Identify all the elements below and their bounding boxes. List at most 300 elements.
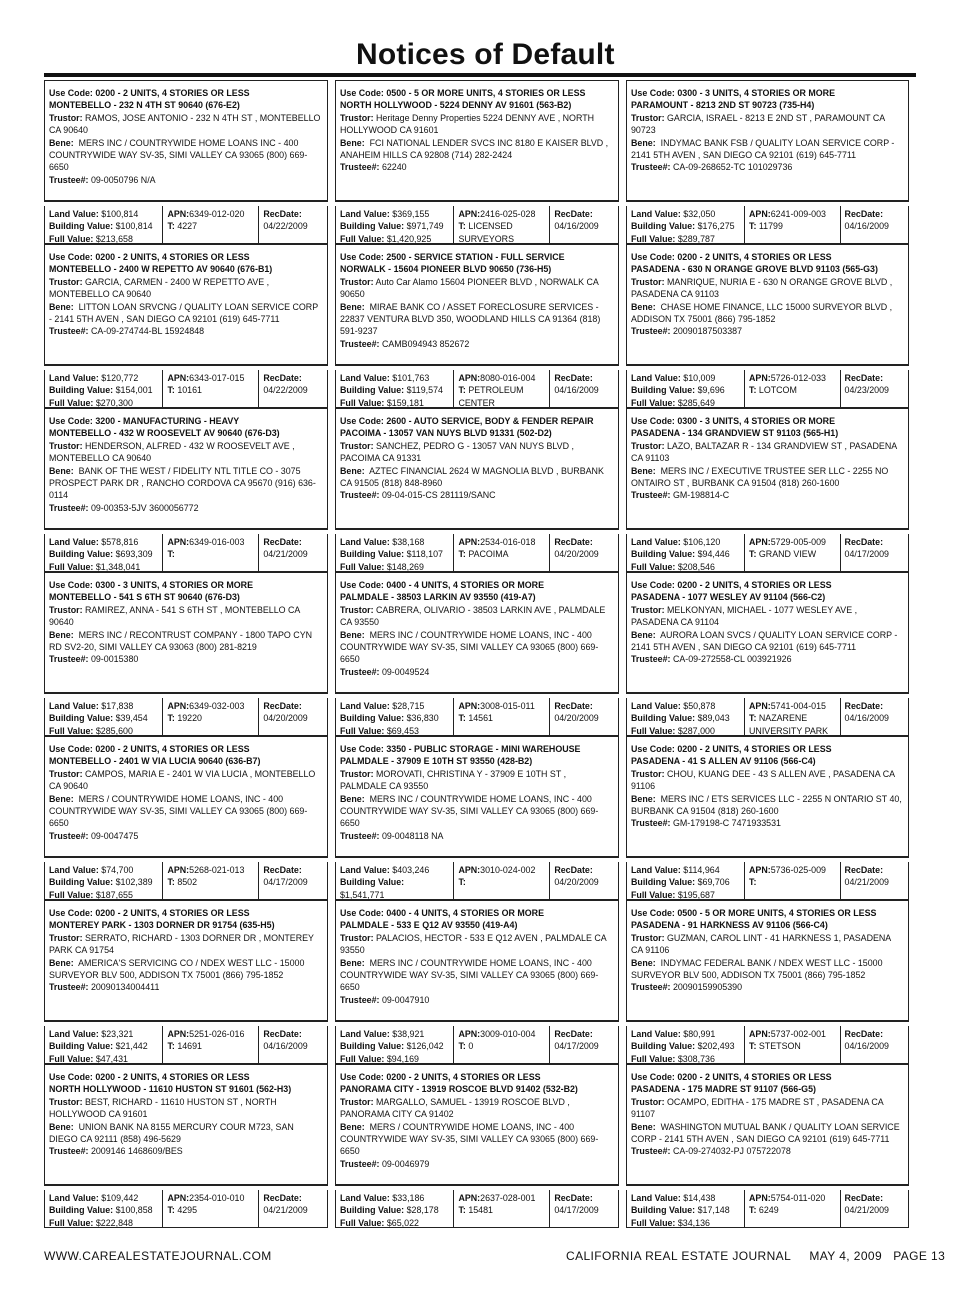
trustor-value: Auto Car Alamo 15604 PIONEER BLVD , NORWALK CA 90650 bbox=[340, 276, 599, 300]
recdate-label: RecDate: bbox=[844, 1193, 884, 1203]
full-value-label: Full Value: bbox=[631, 397, 676, 407]
bene-line bbox=[340, 1121, 614, 1158]
tract-line bbox=[749, 220, 836, 232]
bene-value: MERS INC / COUNTRYWIDE HOME LOANS INC - 400 COUNTRYWIDE WAY SV-35, SIMI VALLEY CA 93065 (800) 669-6650 bbox=[49, 137, 308, 173]
building-value-line bbox=[631, 876, 740, 888]
trustor-label: Trustor: bbox=[340, 604, 374, 615]
apn-label: APN: bbox=[749, 865, 771, 875]
apn-value: 6349-012-020 bbox=[189, 209, 245, 219]
property-heading: MONTEBELLO - 2401 W VIA LUCIA 90640 (636-B7) bbox=[49, 756, 261, 767]
trustee-label: Trustee#: bbox=[340, 830, 380, 841]
apn-col bbox=[745, 1190, 841, 1227]
full-value-line bbox=[49, 233, 158, 243]
trustee-value: 09-0047475 bbox=[90, 830, 139, 841]
apn-label: APN: bbox=[167, 1193, 190, 1203]
notice-text-box bbox=[626, 572, 909, 694]
full-value: $195,687 bbox=[677, 889, 715, 899]
land-value-label: Land Value: bbox=[631, 701, 681, 711]
use-code: Use Code: 0200 - 2 UNITS, 4 STORIES OR LESS bbox=[49, 88, 250, 98]
recdate-label: RecDate: bbox=[844, 865, 884, 875]
use-code: Use Code: 0400 - 4 UNITS, 4 STORIES OR MORE bbox=[340, 908, 545, 918]
building-value-label: Building Value: bbox=[631, 1041, 696, 1052]
full-value-line bbox=[631, 561, 740, 571]
recdate-col bbox=[259, 862, 327, 899]
full-value: $94,169 bbox=[386, 1053, 419, 1063]
bene-value: MERS INC / RECONTRUST COMPANY - 1800 TAPO CYN RD SV2-20, SIMI VALLEY CA 93063 (800) 281-8219 bbox=[49, 629, 313, 653]
apn-label: APN: bbox=[167, 537, 190, 547]
property-heading: NORWALK - 15604 PIONEER BLVD 90650 (736-H5) bbox=[340, 264, 552, 275]
trustee-line bbox=[631, 817, 904, 829]
bene-line bbox=[49, 957, 323, 982]
trustor-value: GARCIA, CARMEN - 2400 W REPETTO AVE , MONTEBELLO CA 90640 bbox=[49, 276, 270, 300]
recdate-col bbox=[259, 1026, 327, 1063]
apn-line bbox=[458, 536, 545, 548]
trustee-line bbox=[49, 653, 323, 665]
trustor-label: Trustor: bbox=[631, 440, 665, 451]
building-value-label: Building Value: bbox=[49, 1041, 114, 1052]
recdate-label: RecDate: bbox=[554, 701, 593, 711]
trustor-line bbox=[49, 276, 323, 301]
notice-text-box bbox=[626, 900, 909, 1022]
land-value-line bbox=[49, 372, 158, 384]
use-code: Use Code: 0300 - 3 UNITS, 4 STORIES OR MORE bbox=[631, 88, 836, 98]
trustor-value: MARGALLO, SAMUEL - 13919 ROSCOE BLVD , PANORAMA CITY CA 91402 bbox=[340, 1096, 570, 1120]
use-code: Use Code: 2500 - SERVICE STATION - FULL SERVICE bbox=[340, 252, 565, 262]
recdate-value: 04/23/2009 bbox=[844, 385, 889, 396]
tract-label: T: bbox=[167, 1205, 175, 1216]
recdate-col bbox=[259, 1190, 327, 1227]
recdate-value: 04/16/2009 bbox=[554, 221, 599, 232]
apn-col bbox=[454, 862, 550, 899]
land-value-line bbox=[631, 1028, 740, 1040]
land-value: $106,120 bbox=[683, 537, 721, 547]
notice-entry bbox=[335, 408, 626, 572]
full-value-label: Full Value: bbox=[631, 233, 676, 243]
trustor-line bbox=[631, 604, 904, 629]
notice-entry bbox=[44, 900, 335, 1064]
apn-label: APN: bbox=[458, 537, 481, 547]
trustee-value: CA-09-274032-PJ 075722078 bbox=[672, 1146, 791, 1157]
notice-entry bbox=[626, 900, 916, 1064]
full-value-label: Full Value: bbox=[49, 889, 94, 899]
trustor-line bbox=[340, 1096, 614, 1121]
building-value: $119,574 bbox=[406, 385, 443, 396]
land-value-label: Land Value: bbox=[49, 1029, 99, 1039]
recdate-value: 04/20/2009 bbox=[554, 877, 599, 888]
apn-value: 2416-025-028 bbox=[480, 209, 536, 219]
values-row bbox=[626, 862, 909, 900]
land-value-label: Land Value: bbox=[340, 701, 390, 711]
trustee-line bbox=[631, 161, 904, 173]
bene-label: Bene: bbox=[340, 301, 365, 312]
trustee-label: Trustee#: bbox=[49, 326, 89, 337]
bene-label: Bene: bbox=[631, 137, 656, 148]
property-heading: NORTH HOLLYWOOD - 11610 HUSTON ST 91601 (562-H3) bbox=[49, 1084, 292, 1095]
full-value-label: Full Value: bbox=[340, 561, 385, 571]
bene-line bbox=[631, 957, 904, 982]
land-value-line bbox=[340, 700, 449, 712]
tract-label: T: bbox=[167, 221, 175, 232]
land-value: $17,838 bbox=[101, 701, 134, 711]
apn-label: APN: bbox=[458, 1029, 481, 1039]
property-heading: PACOIMA - 13057 VAN NUYS BLVD 91331 (502-D2) bbox=[340, 428, 552, 439]
values-col bbox=[627, 862, 745, 899]
recdate-col bbox=[550, 206, 618, 243]
bene-label: Bene: bbox=[340, 465, 365, 476]
trustee-value: CA-09-272558-CL 003921926 bbox=[672, 654, 792, 665]
trustee-line bbox=[631, 489, 904, 501]
trustee-label: Trustee#: bbox=[340, 162, 380, 173]
apn-col bbox=[163, 1026, 259, 1063]
bene-line bbox=[340, 793, 614, 830]
trustee-value: 09-00353-5JV 3600056772 bbox=[90, 502, 199, 513]
land-value-line bbox=[340, 1192, 449, 1204]
use-code: Use Code: 0200 - 2 UNITS, 4 STORIES OR LESS bbox=[49, 744, 250, 754]
trustee-label: Trustee#: bbox=[631, 654, 671, 665]
apn-value: 3009-010-004 bbox=[480, 1029, 536, 1039]
trustor-value: OCAMPO, EDITHA - 175 MADRE ST , PASADENA CA 91107 bbox=[631, 1096, 884, 1120]
apn-value: 3008-015-011 bbox=[480, 701, 535, 711]
tract-line bbox=[167, 712, 254, 724]
values-row bbox=[335, 1190, 619, 1228]
values-row bbox=[44, 534, 328, 572]
bene-label: Bene: bbox=[631, 793, 656, 804]
land-value-label: Land Value: bbox=[340, 373, 390, 383]
values-col bbox=[627, 1026, 745, 1063]
apn-line bbox=[749, 208, 836, 220]
notice-text-box bbox=[626, 408, 909, 530]
values-row bbox=[335, 862, 619, 900]
apn-col bbox=[454, 370, 550, 407]
recdate-value: 04/16/2009 bbox=[844, 221, 889, 232]
building-value: $202,493 bbox=[697, 1041, 735, 1052]
land-value: $80,991 bbox=[683, 1029, 716, 1039]
trustor-label: Trustor: bbox=[340, 112, 374, 123]
full-value-label: Full Value: bbox=[340, 725, 385, 735]
recdate-label: RecDate: bbox=[263, 865, 302, 875]
notice-entry bbox=[335, 736, 626, 900]
notice-text-box bbox=[335, 900, 619, 1022]
tract-label: T: bbox=[458, 877, 466, 888]
trustee-line bbox=[49, 325, 323, 337]
land-value: $38,168 bbox=[392, 537, 425, 547]
notice-entry bbox=[44, 80, 335, 244]
tract-line bbox=[167, 548, 254, 560]
apn-value: 6343-017-015 bbox=[189, 373, 245, 383]
bene-line bbox=[49, 1121, 323, 1146]
land-value-label: Land Value: bbox=[49, 865, 99, 875]
recdate-label: RecDate: bbox=[844, 701, 884, 711]
use-code: Use Code: 0400 - 4 UNITS, 4 STORIES OR MORE bbox=[340, 580, 545, 590]
building-value-line bbox=[340, 220, 449, 232]
tract-line bbox=[749, 384, 836, 396]
trustee-value: 2009146 1468609/BES bbox=[90, 1146, 183, 1157]
apn-value: 3010-024-002 bbox=[480, 865, 536, 875]
values-col bbox=[45, 698, 163, 735]
trustor-value: MOROVATI, CHRISTINA Y - 37909 E 10TH ST , PALMDALE CA 93550 bbox=[340, 768, 567, 792]
full-value-label: Full Value: bbox=[340, 233, 385, 243]
building-value: $21,442 bbox=[115, 1041, 148, 1052]
recdate-col bbox=[841, 534, 908, 571]
full-value-line bbox=[631, 1217, 740, 1227]
bene-line bbox=[49, 793, 323, 830]
trustor-value: LAZO, BALTAZAR R - 134 GRANDVIEW ST , PASADENA CA 91103 bbox=[631, 440, 897, 464]
values-row bbox=[335, 370, 619, 408]
trustee-line bbox=[631, 653, 904, 665]
tract-value: 4295 bbox=[177, 1205, 198, 1216]
building-value-label: Building Value: bbox=[631, 385, 696, 396]
notice-entry bbox=[335, 572, 626, 736]
apn-label: APN: bbox=[749, 701, 771, 711]
recdate-value: 04/17/2009 bbox=[554, 1205, 599, 1216]
tract-label: T: bbox=[458, 549, 466, 560]
building-value-line bbox=[49, 548, 158, 560]
tract-label: T: bbox=[167, 1041, 175, 1052]
notice-entry bbox=[626, 736, 916, 900]
notice-text-box bbox=[335, 736, 619, 858]
building-value: $1,541,771 bbox=[340, 889, 385, 899]
values-row bbox=[626, 1026, 909, 1064]
building-value: $17,148 bbox=[697, 1205, 730, 1216]
land-value-label: Land Value: bbox=[631, 537, 681, 547]
apn-col bbox=[163, 698, 259, 735]
tract-line bbox=[458, 548, 545, 560]
trustor-label: Trustor: bbox=[631, 112, 665, 123]
property-heading: PASADENA - 175 MADRE ST 91107 (566-G5) bbox=[631, 1084, 816, 1095]
use-code: Use Code: 0200 - 2 UNITS, 4 STORIES OR LESS bbox=[340, 1072, 541, 1082]
use-code: Use Code: 3200 - MANUFACTURING - HEAVY bbox=[49, 416, 240, 426]
tract-value: PETROLEUM CENTER bbox=[458, 385, 524, 407]
full-value-line bbox=[49, 397, 158, 407]
trustee-value: 20090159905390 bbox=[672, 982, 743, 993]
trustor-value: PALACIOS, HECTOR - 533 E Q12 AVEN , PALMDALE CA 93550 bbox=[340, 932, 607, 956]
apn-value: 2354-010-010 bbox=[189, 1193, 245, 1203]
apn-col bbox=[163, 206, 259, 243]
trustee-label: Trustee#: bbox=[631, 1146, 671, 1157]
recdate-label: RecDate: bbox=[844, 1029, 884, 1039]
building-value-label: Building Value: bbox=[631, 877, 696, 888]
full-value-line bbox=[340, 561, 449, 571]
trustor-value: GARCIA, ISRAEL - 8213 E 2ND ST , PARAMOUNT CA 90723 bbox=[631, 112, 885, 136]
bene-value: WASHINGTON MUTUAL BANK / QUALITY LOAN SERVICE CORP - 2141 5TH AVEN , SAN DIEGO CA 92101 (619) 645-7711 bbox=[631, 1121, 900, 1145]
trustor-value: RAMOS, JOSE ANTONIO - 232 N 4TH ST , MONTEBELLO CA 90640 bbox=[49, 112, 321, 136]
bene-value: MERS INC / COUNTRYWIDE HOME LOANS, INC - 400 COUNTRYWIDE WAY SV-35, SIMI VALLEY CA 93065 (800) 669-6650 bbox=[340, 629, 599, 665]
recdate-col bbox=[259, 370, 327, 407]
building-value-label: Building Value: bbox=[340, 549, 405, 560]
land-value-line bbox=[340, 1028, 449, 1040]
full-value: $308,736 bbox=[677, 1053, 715, 1063]
apn-label: APN: bbox=[458, 865, 481, 875]
full-value-line bbox=[631, 233, 740, 243]
apn-label: APN: bbox=[749, 1193, 771, 1203]
apn-line bbox=[749, 1192, 836, 1204]
full-value-line bbox=[631, 725, 740, 735]
bene-line bbox=[631, 1121, 904, 1146]
notice-entry bbox=[626, 1064, 916, 1228]
bene-value: MERS INC / ETS SERVICES LLC - 2255 N ONTARIO ST 40, BURBANK CA 91504 (818) 260-1600 bbox=[631, 793, 902, 817]
trustor-label: Trustor: bbox=[340, 932, 374, 943]
trustor-value: CAMPOS, MARIA E - 2401 W VIA LUCIA , MONTEBELLO CA 90640 bbox=[49, 768, 316, 792]
full-value-line bbox=[340, 725, 449, 735]
recdate-col bbox=[259, 206, 327, 243]
trustee-label: Trustee#: bbox=[631, 982, 671, 993]
trustee-value: CA-09-268652-TC 101029736 bbox=[672, 162, 793, 173]
apn-line bbox=[167, 536, 254, 548]
recdate-label: RecDate: bbox=[263, 373, 302, 383]
land-value-label: Land Value: bbox=[340, 1029, 390, 1039]
apn-col bbox=[745, 698, 841, 735]
trustee-value: 09-0047910 bbox=[381, 994, 430, 1005]
full-value: $65,022 bbox=[386, 1217, 419, 1227]
land-value: $28,715 bbox=[392, 701, 425, 711]
building-value-line bbox=[49, 220, 158, 232]
bene-line bbox=[49, 137, 323, 174]
tract-line bbox=[458, 1040, 545, 1052]
values-row bbox=[335, 534, 619, 572]
tract-label: T: bbox=[458, 385, 466, 396]
trustor-line bbox=[631, 768, 904, 793]
trustee-label: Trustee#: bbox=[49, 174, 89, 185]
trustor-value: MANRIQUE, NURIA E - 630 N ORANGE GROVE BLVD , PASADENA CA 91103 bbox=[631, 276, 893, 300]
building-value-label: Building Value: bbox=[631, 549, 696, 560]
trustee-line bbox=[49, 830, 323, 842]
page-title: Notices of Default bbox=[356, 38, 615, 71]
notice-entry bbox=[335, 1064, 626, 1228]
bene-value: MERS INC / COUNTRYWIDE HOME LOANS, INC - 400 COUNTRYWIDE WAY SV-35, SIMI VALLEY CA 93065 (800) 669-6650 bbox=[340, 957, 599, 993]
property-heading: MONTEBELLO - 232 N 4TH ST 90640 (676-E2) bbox=[49, 100, 240, 111]
apn-value: 5754-011-020 bbox=[770, 1193, 826, 1203]
full-value: $159,181 bbox=[386, 397, 424, 407]
building-value-line bbox=[631, 1204, 740, 1216]
values-row bbox=[44, 698, 328, 736]
trustor-label: Trustor: bbox=[49, 440, 83, 451]
trustee-value: 09-0046979 bbox=[381, 1158, 430, 1169]
trustee-label: Trustee#: bbox=[631, 818, 671, 829]
trustee-line bbox=[49, 981, 323, 993]
values-col bbox=[627, 370, 745, 407]
full-value-line bbox=[49, 1217, 158, 1227]
use-code: Use Code: 0200 - 2 UNITS, 4 STORIES OR LESS bbox=[631, 252, 832, 262]
full-value-label: Full Value: bbox=[49, 1217, 94, 1227]
notice-text-box bbox=[44, 900, 328, 1022]
trustor-label: Trustor: bbox=[49, 276, 83, 287]
building-value-label: Building Value: bbox=[340, 877, 405, 888]
bene-label: Bene: bbox=[340, 1121, 365, 1132]
trustor-label: Trustor: bbox=[340, 440, 374, 451]
recdate-label: RecDate: bbox=[844, 209, 884, 219]
apn-label: APN: bbox=[749, 373, 771, 383]
bene-value: AZTEC FINANCIAL 2624 W MAGNOLIA BLVD , BURBANK CA 91505 (818) 848-8960 bbox=[340, 465, 604, 489]
apn-line bbox=[749, 700, 836, 712]
recdate-col bbox=[841, 206, 908, 243]
bene-value: BANK OF THE WEST / FIDELITY NTL TITLE CO - 3075 PROSPECT PARK DR , RANCHO CORDOVA CA 95670 (916) 636-0114 bbox=[49, 465, 316, 501]
recdate-col bbox=[259, 534, 327, 571]
recdate-label: RecDate: bbox=[263, 701, 302, 711]
land-value-label: Land Value: bbox=[340, 537, 390, 547]
building-value: $118,107 bbox=[406, 549, 443, 560]
bene-value: MERS INC / EXECUTIVE TRUSTEE SER LLC - 2255 NO ONTAIRO ST , BURBANK CA 91504 (818) 260-1600 bbox=[631, 465, 889, 489]
bene-label: Bene: bbox=[631, 301, 656, 312]
bene-line bbox=[340, 465, 614, 490]
apn-line bbox=[167, 372, 254, 384]
bene-label: Bene: bbox=[49, 137, 74, 148]
recdate-col bbox=[841, 1026, 908, 1063]
land-value: $369,155 bbox=[392, 209, 430, 219]
apn-label: APN: bbox=[458, 209, 481, 219]
full-value-label: Full Value: bbox=[340, 1053, 385, 1063]
apn-line bbox=[167, 864, 254, 876]
property-heading: MONTEREY PARK - 1303 DORNER DR 91754 (635-H5) bbox=[49, 920, 275, 931]
recdate-label: RecDate: bbox=[844, 537, 884, 547]
values-col bbox=[45, 1190, 163, 1227]
apn-line bbox=[167, 1192, 254, 1204]
bene-label: Bene: bbox=[631, 629, 656, 640]
apn-col bbox=[745, 1026, 841, 1063]
bene-value: AMERICA'S SERVICING CO / NDEX WEST LLC - 15000 SURVEYOR BLV 500, ADDISON TX 75001 (866) 795-1852 bbox=[49, 957, 305, 981]
recdate-value: 04/16/2009 bbox=[844, 1041, 889, 1052]
trustor-line bbox=[631, 112, 904, 137]
land-value-label: Land Value: bbox=[631, 865, 681, 875]
values-row bbox=[626, 534, 909, 572]
trustee-label: Trustee#: bbox=[340, 666, 380, 677]
notice-text-box bbox=[335, 80, 619, 202]
building-value-line bbox=[49, 712, 158, 724]
property-heading: PARAMOUNT - 8213 2ND ST 90723 (735-H4) bbox=[631, 100, 815, 111]
use-code: Use Code: 0200 - 2 UNITS, 4 STORIES OR LESS bbox=[49, 908, 250, 918]
full-value-line bbox=[49, 561, 158, 571]
trustor-line bbox=[49, 112, 323, 137]
use-code: Use Code: 0200 - 2 UNITS, 4 STORIES OR LESS bbox=[49, 1072, 250, 1082]
land-value-line bbox=[631, 536, 740, 548]
bene-value: UNION BANK NA 8155 MERCURY COUR M723, SAN DIEGO CA 92111 (858) 496-5629 bbox=[49, 1121, 294, 1145]
land-value-label: Land Value: bbox=[49, 537, 99, 547]
tract-value: 4227 bbox=[177, 221, 198, 232]
trustee-line bbox=[340, 830, 614, 842]
property-heading: MONTEBELLO - 432 W ROOSEVELT AV 90640 (676-D3) bbox=[49, 428, 280, 439]
values-col bbox=[336, 862, 454, 899]
footer-website: WWW.CAREALESTATEJOURNAL.COM bbox=[44, 1249, 272, 1263]
full-value-label: Full Value: bbox=[49, 397, 94, 407]
apn-col bbox=[454, 1026, 550, 1063]
values-col bbox=[336, 1190, 454, 1227]
trustor-line bbox=[49, 932, 323, 957]
building-value: $126,042 bbox=[406, 1041, 444, 1052]
apn-label: APN: bbox=[458, 1193, 481, 1203]
notice-text-box bbox=[44, 244, 328, 366]
apn-value: 5729-005-009 bbox=[770, 537, 826, 547]
building-value-line bbox=[631, 220, 740, 232]
apn-col bbox=[454, 206, 550, 243]
property-heading: MONTEBELLO - 541 S 6TH ST 90640 (676-D3) bbox=[49, 592, 240, 603]
trustor-label: Trustor: bbox=[340, 276, 374, 287]
notice-entry bbox=[44, 572, 335, 736]
bene-label: Bene: bbox=[49, 957, 74, 968]
trustee-value: 09-0048118 NA bbox=[381, 830, 444, 841]
trustor-label: Trustor: bbox=[340, 1096, 374, 1107]
apn-value: 6349-032-003 bbox=[189, 701, 245, 711]
tract-value: LICENSED SURVEYORS bbox=[458, 221, 515, 243]
recdate-value: 04/21/2009 bbox=[263, 1205, 308, 1216]
tract-label: T: bbox=[458, 221, 466, 232]
values-col bbox=[627, 698, 745, 735]
land-value: $32,050 bbox=[683, 209, 716, 219]
bene-label: Bene: bbox=[340, 957, 365, 968]
land-value: $101,763 bbox=[392, 373, 430, 383]
land-value-label: Land Value: bbox=[340, 865, 390, 875]
bene-line bbox=[49, 465, 323, 502]
building-value: $971,749 bbox=[406, 221, 444, 232]
footer-publication: CALIFORNIA REAL ESTATE JOURNAL MAY 4, 2009 PAGE 13 bbox=[566, 1249, 946, 1263]
